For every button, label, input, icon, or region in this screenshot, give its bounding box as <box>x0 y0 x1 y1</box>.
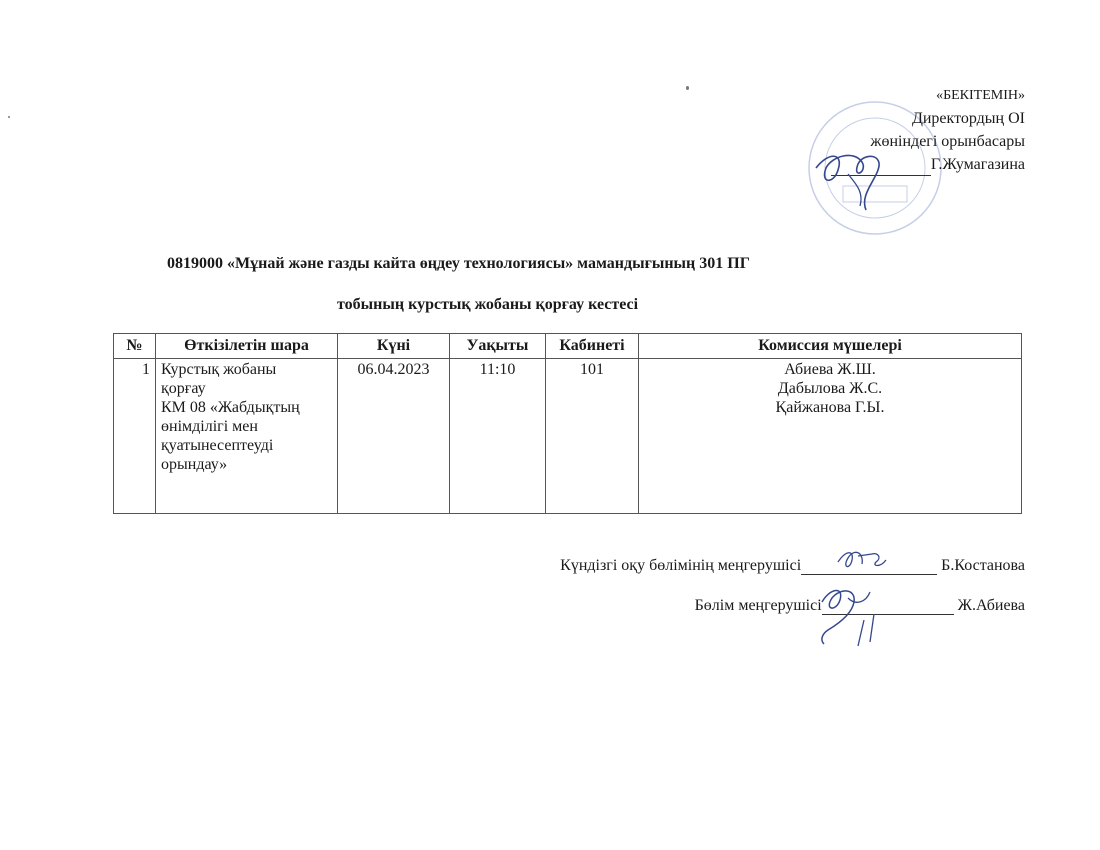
event-line: қорғау <box>161 380 206 397</box>
header-date: Күні <box>338 334 450 359</box>
row-date: 06.04.2023 <box>338 359 450 514</box>
row-cabinet: 101 <box>546 359 639 514</box>
approval-position-line2: жөніндегі орынбасары <box>870 133 1025 150</box>
header-number: № <box>114 334 156 359</box>
approval-name: Г.Жумагазина <box>930 156 1025 173</box>
header-commission: Комиссия мүшелері <box>639 334 1022 359</box>
row-commission <box>639 359 1022 514</box>
signature-1-title: Күндізгі оқу бөлімінің меңгерушісі <box>560 557 802 574</box>
scan-speck <box>8 116 10 118</box>
approval-word: «БЕКІТЕМІН» <box>936 88 1025 103</box>
approval-position-line1: Директордың ОІ <box>911 110 1025 127</box>
scan-speck <box>686 86 689 90</box>
schedule-table <box>113 333 1022 514</box>
signature-1-name: Б.Костанова <box>941 557 1025 574</box>
table-header-row <box>114 334 1022 359</box>
signature-row-1 <box>560 557 1025 575</box>
commission-member: Абиева Ж.Ш. <box>784 361 876 378</box>
signature-2-title: Бөлім меңгерушісі <box>694 597 822 614</box>
event-line: орындау» <box>161 456 228 473</box>
event-line: қуатынесептеуді <box>161 437 274 454</box>
document-title-line2: тобының курстық жобаны қорғау кестесі <box>337 296 639 313</box>
row-number: 1 <box>114 359 156 514</box>
row-event <box>156 359 338 514</box>
header-cabinet: Кабинеті <box>546 334 639 359</box>
signature-1-mark <box>832 542 892 578</box>
signature-2-mark <box>808 580 888 648</box>
document-title-line1: 0819000 «Мұнай және газды кайта өңдеу технологиясы» мамандығының 301 ПГ <box>167 255 750 272</box>
table-row <box>114 359 1022 514</box>
signature-2-name: Ж.Абиева <box>957 597 1025 614</box>
event-line: өнімділігі мен <box>161 418 258 435</box>
event-line: КМ 08 «Жабдықтың <box>161 399 300 416</box>
event-line: Курстық жобаны <box>161 361 277 378</box>
commission-member: Дабылова Ж.С. <box>777 380 883 397</box>
row-time: 11:10 <box>450 359 546 514</box>
commission-member: Қайжанова Г.Ы. <box>775 399 885 416</box>
header-time: Уақыты <box>450 334 546 359</box>
header-event: Өткізілетін шара <box>156 334 338 359</box>
approval-signature <box>808 140 898 220</box>
